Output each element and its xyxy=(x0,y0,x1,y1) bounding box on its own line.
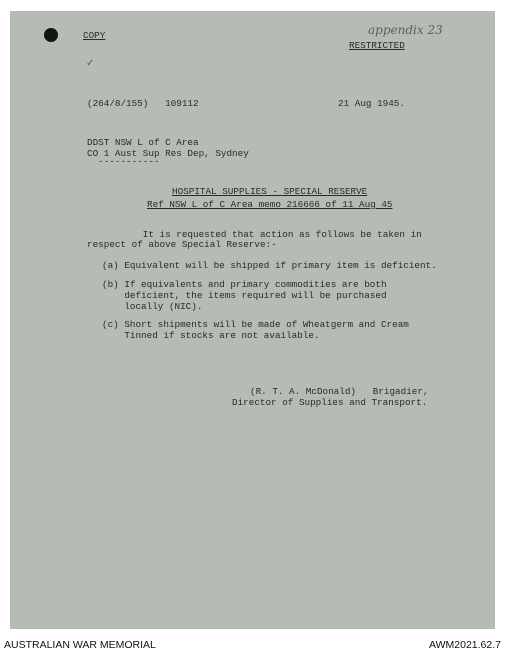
file-reference: (264/8/155) 109112 xyxy=(87,98,199,109)
footer-source: AUSTRALIAN WAR MEMORIAL xyxy=(4,639,156,651)
addressee-line: DDST NSW L of C Area xyxy=(87,137,199,148)
signature-title: Director of Supplies and Transport. xyxy=(232,397,428,408)
copy-label: COPY xyxy=(83,30,106,41)
footer-accession: AWM2021.62.7 xyxy=(429,639,501,651)
list-item: (c) Short shipments will be made of Wheatgerm and Cream xyxy=(102,319,409,330)
addressee-line: CO 1 Aust Sup Res Dep, Sydney xyxy=(87,148,249,159)
subject-reference: Ref NSW L of C Area memo 216666 of 11 Aug 45 xyxy=(147,199,393,210)
check-mark: ✓ xyxy=(86,58,95,69)
list-item: Tinned if stocks are not available. xyxy=(102,330,320,341)
body-intro: respect of above Special Reserve:- xyxy=(87,239,277,250)
memo-date: 21 Aug 1945. xyxy=(338,98,405,109)
subject-title: HOSPITAL SUPPLIES - SPECIAL RESERVE xyxy=(172,186,368,197)
list-item: locally (NIC). xyxy=(102,301,203,312)
list-item: deficient, the items required will be purchased xyxy=(102,290,387,301)
body-intro: It is requested that action as follows be taken in xyxy=(87,229,422,240)
handwritten-annotation: appendix 23 xyxy=(368,23,443,37)
document-page xyxy=(10,11,495,629)
punch-hole xyxy=(44,28,58,42)
addressee-rule: ----------- xyxy=(87,156,160,167)
list-item: (b) If equivalents and primary commodities are both xyxy=(102,279,387,290)
restricted-label: RESTRICTED xyxy=(349,40,405,51)
signature-name: (R. T. A. McDonald) Brigadier, xyxy=(250,386,429,397)
list-item: (a) Equivalent will be shipped if primary item is deficient. xyxy=(102,260,437,271)
